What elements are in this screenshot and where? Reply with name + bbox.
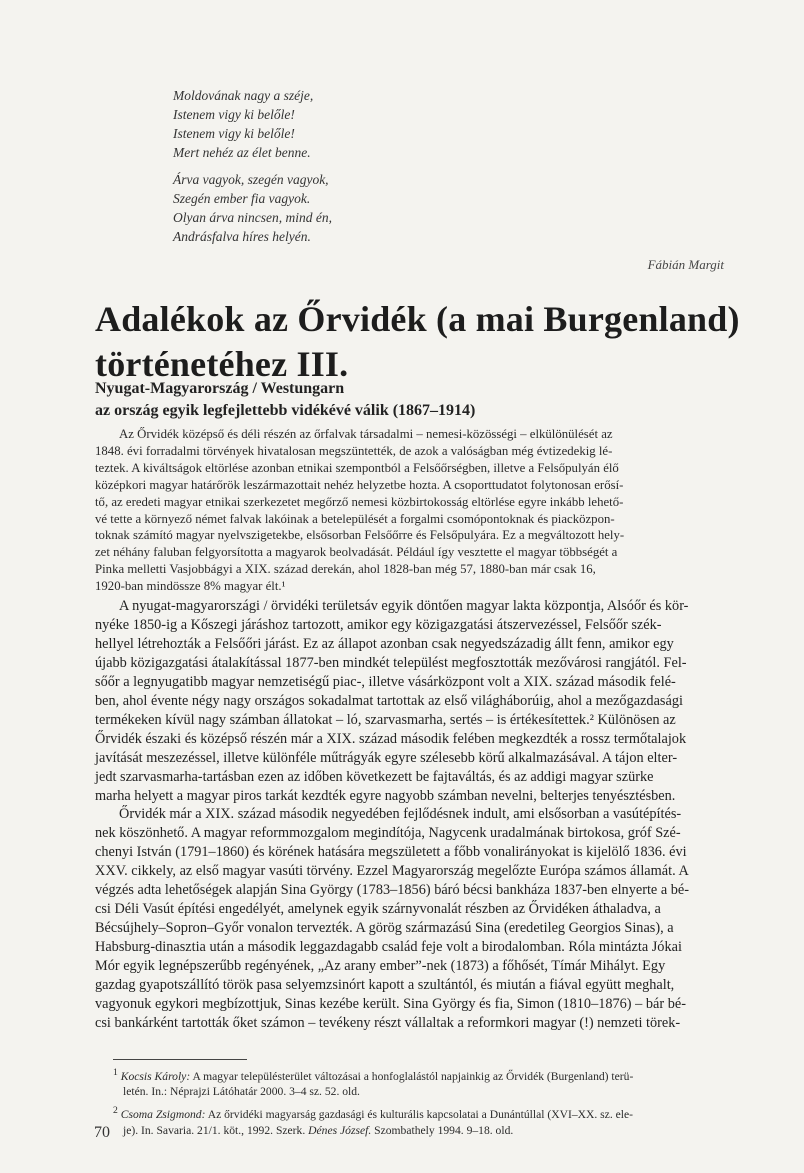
poem-line: Andrásfalva híres helyén. xyxy=(173,229,311,244)
lead-line: Pinka melletti Vasjobbágyi a XIX. század derekán, ahol 1828-ban még 57, 1880-ban már csak 16, xyxy=(95,562,596,577)
body-line: ben, ahol évente négy nagy országos sokadalmat tartottak az első világháborúig, ahol a mezőgazdasági xyxy=(95,692,683,709)
poem-line: Istenem vigy ki belőle! xyxy=(173,126,295,141)
footnote-text: je). In. Savaria. 21/1. köt., 1992. Szerk. xyxy=(123,1123,309,1137)
lead-line: teztek. A kiváltságok eltörlése azonban etnikai szempontból a Felsőőrségben, illetve a Felsőpulyán élő xyxy=(95,460,619,475)
body-line: vagyonuk egykori megbízottjuk, Sinas kezébe került. Sina György és fia, Simon (1810–1876) – bár bé- xyxy=(95,996,686,1013)
poem-line: Moldovának nagy a széje, xyxy=(173,88,314,103)
body-line: nyéke 1850-ig a Kőszegi járáshoz tartozott, amikor egy közigazgatási átszervezéssel, Felsőőr szék- xyxy=(95,616,662,633)
poem-line: Istenem vigy ki belőle! xyxy=(173,107,295,122)
body-line: újabb közigazgatási átalakítással 1877-ben mindkét települést megfosztották mezővárosi rangjától. Fel- xyxy=(95,654,687,671)
lead-paragraph xyxy=(95,426,737,595)
lead-line: középkori magyar határőrök leszármazottait nehéz helyzetbe hozta. A csoporttudatot folytonosan erősí- xyxy=(95,477,624,492)
body-line: XXV. cikkely, az első magyar vasúti törvény. Ezzel Magyarország megelőzte Európa számos államát. A xyxy=(95,863,689,880)
body-line: Mór egyik legnépszerűbb regényének, „Az arany ember”-nek (1873) a főhősét, Tímár Mihályt. Egy xyxy=(95,958,666,975)
body-line: hellyel létrehozták a Felsőőri járást. Ez az állapot azonban csak negyedszázadig állt fenn, amikor egy xyxy=(95,635,674,652)
body-line: Bécsújhely–Sopron–Győr vonalon tervezték. A görög származású Sina (eredetileg Georgios Sinas), a xyxy=(95,920,674,937)
body-line: nek köszönhető. A magyar reformmozgalom megindítója, Nagycenk uradalmának birtokosa, gróf Szé- xyxy=(95,825,681,842)
body-line: Habsburg-dinasztia után a második leggazdagabb család feje volt a birodalomban. Róla mintázta Jókai xyxy=(95,939,682,956)
poem-line: Árva vagyok, szegén vagyok, xyxy=(173,172,329,187)
footnote xyxy=(113,1065,737,1100)
footnote-text: Szombathely 1994. 9–18. old. xyxy=(371,1123,514,1137)
body-line: termékeken kívül nagy számban állatokat – ló, szarvasmarha, sertés – is értékesítettek.² Különösen az xyxy=(95,711,676,728)
poem-line: Szegén ember fia vagyok. xyxy=(173,191,311,206)
lead-line: 1848. évi forradalmi törvények hivatalosan megszüntették, de azok a valóságban még évtizedekig lé- xyxy=(95,443,613,458)
footnote-divider xyxy=(113,1059,247,1060)
footnote-text: A magyar településterület változásai a honfoglalástól napjainkig az Őrvidék (Burgenland) terü- xyxy=(190,1069,634,1083)
body-line: marha helyett a magyar piros tarkát kezdték egyre nagyobb számban nevelni, belterjes tenyésztésben. xyxy=(95,787,676,804)
footnote-author: Csoma Zsigmond: xyxy=(120,1107,206,1121)
title-line: történetéhez III. xyxy=(95,344,349,384)
poem-author: Fábián Margit xyxy=(647,257,724,272)
footnote-marker: 1 xyxy=(113,1067,118,1078)
lead-line: tő, az eredeti magyar etnikai szerkezetet megőrző nemesi közbirtokosság eltörlése egyre inkább lehető- xyxy=(95,494,624,509)
poem-line: Mert nehéz az élet benne. xyxy=(173,145,311,160)
body-line: sőőr a legnyugatibb magyar nemzetiségű piac-, illetve vásárközpont volt a XIX. század második felé- xyxy=(95,673,676,690)
lead-line: Az Őrvidék középső és déli részén az őrfalvak társadalmi – nemesi-közösségi – elkülönülését az xyxy=(119,427,613,441)
body-line: chenyi István (1791–1860) és körének hatására megszületett a főbb vonalirányokat is kijelölő 1836. évi xyxy=(95,844,687,861)
body-line: végzés adta lehetőségek alapján Sina György (1783–1856) báró bécsi bankháza 1837-ben elnyerte a bé- xyxy=(95,882,690,899)
footnote xyxy=(113,1103,737,1138)
epigraph-poem xyxy=(173,86,493,246)
footnote-author: Kocsis Károly: xyxy=(120,1069,191,1083)
subheading-line: az ország egyik legfejlettebb vidékévé válik (1867–1914) xyxy=(95,402,476,419)
body-line: gazdag gyapotszállító török pasa selyemzsinórt kapott a szultántól, és miután a fiával együtt meghalt, xyxy=(95,977,675,994)
section-subheading xyxy=(95,378,755,422)
subheading-line: Nyugat-Magyarország / Westungarn xyxy=(95,380,345,397)
body-line: javítását meszezéssel, illetve különféle műtrágyák egyre szélesebb körű alkalmazásával. A tájon elter- xyxy=(95,749,678,766)
body-line: Őrvidék már a XIX. század második negyedében fejlődésnek indult, ami elsősorban a vasútépítés- xyxy=(119,806,682,823)
poem-line: Olyan árva nincsen, mind én, xyxy=(173,210,332,225)
body-line: jedt szarvasmarha-tartásban ezen az időben következett be fajtaváltás, és az addigi magyar szürke xyxy=(95,768,654,785)
lead-line: 1920-ban mindössze 8% magyar élt.¹ xyxy=(95,579,286,594)
footnote-editor: Dénes József. xyxy=(308,1123,372,1137)
body-line: csi bankárként tartották őket számon – tevékeny részt vállaltak a reformkori magyar (!) nemzeti törek- xyxy=(95,1014,681,1031)
body-line: csi Déli Vasút építési engedélyét, amelynek egyik szárnyvonalát részben az Őrvidéken áthaladva, a xyxy=(95,901,661,918)
poem-stanza-break xyxy=(173,162,493,170)
lead-line: zet néhány faluban felgyorsította a magyarok beolvadását. Például így vesztette el magyar többségét a xyxy=(95,545,618,560)
lead-line: vé tette a környező német falvak lakóinak a betelepülését a forgalmi csomópontoknak és piacközpon- xyxy=(95,511,615,526)
body-line: Őrvidék északi és középső részén már a XIX. század második felében megkezdték a rossz termőtalajok xyxy=(95,730,687,747)
lead-line: toknak számító magyar nyelvszigetekbe, elsősorban Felsőőrre és Felsőpulyára. Ez a megváltozott hely- xyxy=(95,528,625,543)
body-text xyxy=(95,597,737,1033)
footnote-marker: 2 xyxy=(113,1105,118,1117)
footnote-text: Az őrvidéki magyarság gazdasági és kulturális kapcsolatai a Dunántúllal (XVI–XX. sz. ele- xyxy=(205,1107,633,1121)
body-line: A nyugat-magyarországi / örvidéki területsáv egyik döntően magyar lakta központja, Alsóőr és kör- xyxy=(119,598,689,614)
footnotes xyxy=(113,1065,737,1141)
page-number: 70 xyxy=(94,1124,110,1141)
title-line: Adalékok az Őrvidék (a mai Burgenland) xyxy=(95,299,740,339)
article-title xyxy=(95,297,755,387)
footnote-text: letén. In.: Néprajzi Látóhatár 2000. 3–4 sz. 52. old. xyxy=(123,1085,360,1099)
